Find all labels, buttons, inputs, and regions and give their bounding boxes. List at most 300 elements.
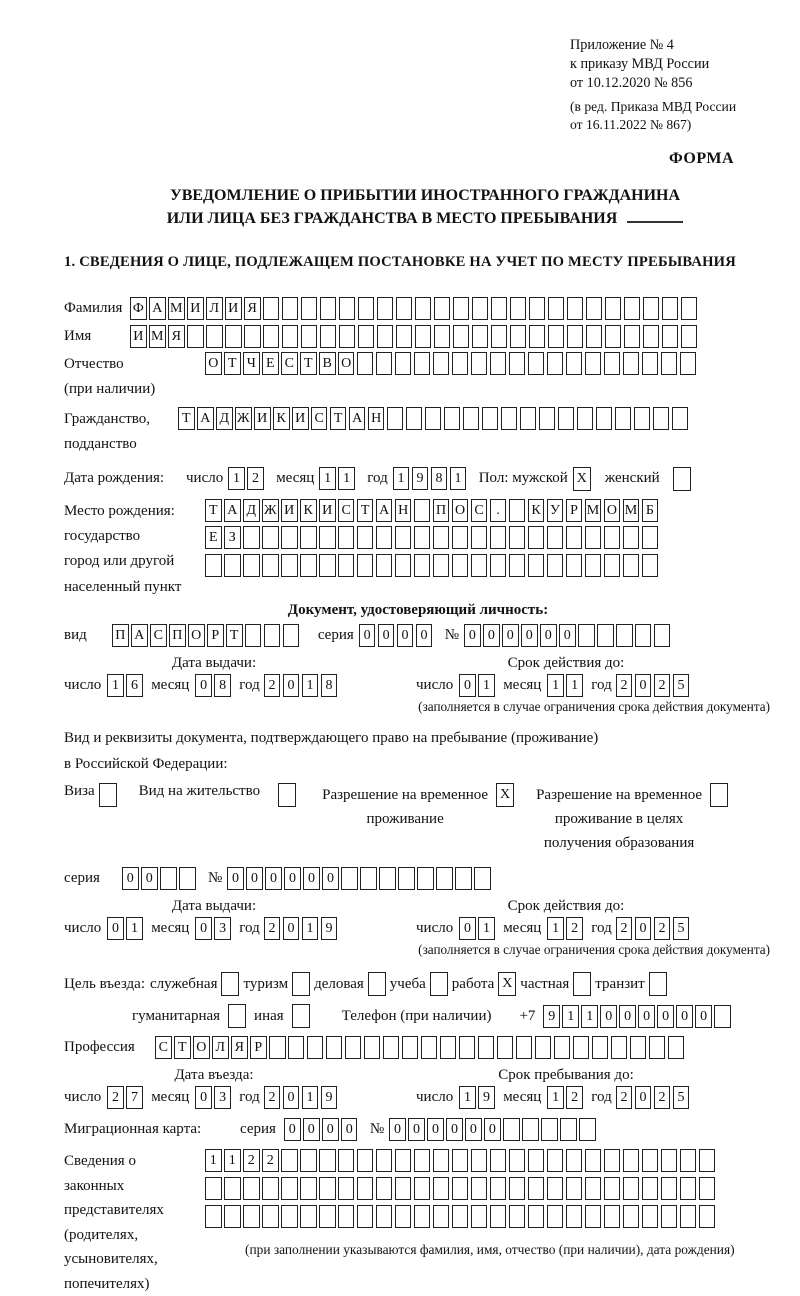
char-box[interactable] bbox=[224, 1177, 241, 1200]
char-box[interactable] bbox=[187, 325, 204, 348]
char-box[interactable] bbox=[661, 1149, 678, 1172]
char-box[interactable] bbox=[395, 1149, 412, 1172]
char-box[interactable]: 2 bbox=[566, 917, 583, 940]
char-box[interactable]: 1 bbox=[338, 467, 355, 490]
char-box[interactable] bbox=[643, 325, 660, 348]
char-box[interactable] bbox=[509, 499, 526, 522]
char-box[interactable] bbox=[414, 1205, 431, 1228]
char-box[interactable] bbox=[433, 526, 450, 549]
char-box[interactable]: 0 bbox=[521, 624, 538, 647]
char-box[interactable] bbox=[452, 1177, 469, 1200]
char-box[interactable] bbox=[281, 1205, 298, 1228]
char-box[interactable]: И bbox=[254, 407, 271, 430]
char-box[interactable] bbox=[436, 867, 453, 890]
char-box[interactable] bbox=[357, 352, 374, 375]
char-box[interactable] bbox=[680, 352, 697, 375]
char-box[interactable]: 8 bbox=[431, 467, 448, 490]
char-box[interactable]: Ф bbox=[130, 297, 147, 320]
char-box[interactable] bbox=[414, 352, 431, 375]
char-box[interactable] bbox=[357, 1205, 374, 1228]
char-box[interactable] bbox=[653, 407, 670, 430]
char-box[interactable] bbox=[604, 526, 621, 549]
char-box[interactable] bbox=[433, 352, 450, 375]
char-box[interactable] bbox=[604, 1149, 621, 1172]
char-box[interactable] bbox=[624, 297, 641, 320]
char-box[interactable] bbox=[452, 1205, 469, 1228]
char-box[interactable] bbox=[387, 407, 404, 430]
char-box[interactable] bbox=[358, 297, 375, 320]
char-box[interactable] bbox=[586, 325, 603, 348]
char-box[interactable] bbox=[541, 1118, 558, 1141]
purpose-transit-checkbox[interactable] bbox=[649, 972, 667, 996]
char-box[interactable]: 0 bbox=[195, 1086, 212, 1109]
char-box[interactable] bbox=[326, 1036, 343, 1059]
char-box[interactable] bbox=[319, 554, 336, 577]
char-box[interactable] bbox=[301, 297, 318, 320]
char-box[interactable]: И bbox=[319, 499, 336, 522]
char-box[interactable] bbox=[463, 407, 480, 430]
char-box[interactable] bbox=[604, 1177, 621, 1200]
char-box[interactable] bbox=[567, 297, 584, 320]
char-box[interactable]: 0 bbox=[265, 867, 282, 890]
char-box[interactable] bbox=[605, 325, 622, 348]
char-box[interactable]: 0 bbox=[107, 917, 124, 940]
char-box[interactable] bbox=[269, 1036, 286, 1059]
char-box[interactable]: 0 bbox=[540, 624, 557, 647]
char-box[interactable] bbox=[597, 624, 614, 647]
char-box[interactable] bbox=[300, 1149, 317, 1172]
char-box[interactable] bbox=[491, 325, 508, 348]
char-box[interactable] bbox=[376, 1177, 393, 1200]
char-box[interactable] bbox=[510, 325, 527, 348]
char-box[interactable]: У bbox=[547, 499, 564, 522]
char-box[interactable] bbox=[471, 1177, 488, 1200]
char-box[interactable]: Т bbox=[174, 1036, 191, 1059]
char-box[interactable] bbox=[503, 1118, 520, 1141]
char-box[interactable]: 0 bbox=[459, 674, 476, 697]
char-box[interactable] bbox=[160, 867, 177, 890]
char-box[interactable] bbox=[635, 624, 652, 647]
char-box[interactable] bbox=[585, 352, 602, 375]
char-box[interactable] bbox=[699, 1149, 716, 1172]
char-box[interactable] bbox=[471, 526, 488, 549]
char-box[interactable] bbox=[490, 526, 507, 549]
char-box[interactable]: И bbox=[281, 499, 298, 522]
char-box[interactable] bbox=[528, 1205, 545, 1228]
char-box[interactable]: 1 bbox=[478, 674, 495, 697]
char-box[interactable] bbox=[592, 1036, 609, 1059]
char-box[interactable]: Д bbox=[216, 407, 233, 430]
char-box[interactable]: 2 bbox=[616, 1086, 633, 1109]
char-box[interactable] bbox=[452, 526, 469, 549]
char-box[interactable]: 7 bbox=[126, 1086, 143, 1109]
char-box[interactable]: Е bbox=[205, 526, 222, 549]
char-box[interactable] bbox=[320, 297, 337, 320]
char-box[interactable] bbox=[357, 554, 374, 577]
char-box[interactable] bbox=[205, 554, 222, 577]
char-box[interactable] bbox=[661, 352, 678, 375]
char-box[interactable] bbox=[338, 1205, 355, 1228]
char-box[interactable] bbox=[414, 554, 431, 577]
char-box[interactable] bbox=[245, 624, 262, 647]
char-box[interactable] bbox=[535, 1036, 552, 1059]
char-box[interactable]: С bbox=[155, 1036, 172, 1059]
char-box[interactable] bbox=[548, 297, 565, 320]
char-box[interactable]: Е bbox=[262, 352, 279, 375]
char-box[interactable]: 1 bbox=[547, 917, 564, 940]
char-box[interactable]: 0 bbox=[195, 917, 212, 940]
char-box[interactable] bbox=[319, 1177, 336, 1200]
char-box[interactable] bbox=[205, 1205, 222, 1228]
purpose-business-checkbox[interactable] bbox=[368, 972, 386, 996]
char-box[interactable]: 0 bbox=[283, 1086, 300, 1109]
char-box[interactable] bbox=[377, 297, 394, 320]
char-box[interactable] bbox=[566, 1177, 583, 1200]
char-box[interactable] bbox=[243, 526, 260, 549]
char-box[interactable]: 0 bbox=[619, 1005, 636, 1028]
char-box[interactable] bbox=[585, 1149, 602, 1172]
char-box[interactable]: О bbox=[205, 352, 222, 375]
char-box[interactable] bbox=[345, 1036, 362, 1059]
char-box[interactable]: 1 bbox=[566, 674, 583, 697]
char-box[interactable] bbox=[395, 526, 412, 549]
char-box[interactable] bbox=[341, 867, 358, 890]
char-box[interactable] bbox=[433, 1149, 450, 1172]
char-box[interactable]: 1 bbox=[478, 917, 495, 940]
char-box[interactable] bbox=[376, 554, 393, 577]
char-box[interactable]: 0 bbox=[341, 1118, 358, 1141]
char-box[interactable]: С bbox=[471, 499, 488, 522]
char-box[interactable]: К bbox=[273, 407, 290, 430]
char-box[interactable] bbox=[699, 1177, 716, 1200]
char-box[interactable] bbox=[179, 867, 196, 890]
char-box[interactable]: И bbox=[292, 407, 309, 430]
char-box[interactable] bbox=[616, 624, 633, 647]
char-box[interactable]: 8 bbox=[321, 674, 338, 697]
char-box[interactable]: 1 bbox=[547, 674, 564, 697]
char-box[interactable] bbox=[681, 297, 698, 320]
char-box[interactable]: 5 bbox=[673, 917, 690, 940]
char-box[interactable]: К bbox=[528, 499, 545, 522]
char-box[interactable] bbox=[605, 297, 622, 320]
char-box[interactable] bbox=[417, 867, 434, 890]
char-box[interactable]: А bbox=[349, 407, 366, 430]
char-box[interactable]: Н bbox=[395, 499, 412, 522]
char-box[interactable] bbox=[376, 1149, 393, 1172]
char-box[interactable] bbox=[360, 867, 377, 890]
char-box[interactable] bbox=[453, 297, 470, 320]
char-box[interactable] bbox=[434, 325, 451, 348]
char-box[interactable]: 0 bbox=[635, 917, 652, 940]
char-box[interactable]: К bbox=[300, 499, 317, 522]
char-box[interactable] bbox=[338, 1177, 355, 1200]
char-box[interactable]: 0 bbox=[464, 624, 481, 647]
char-box[interactable]: И bbox=[225, 297, 242, 320]
char-box[interactable]: 0 bbox=[322, 1118, 339, 1141]
char-box[interactable] bbox=[596, 407, 613, 430]
temp-residence-edu-checkbox[interactable] bbox=[710, 783, 728, 807]
char-box[interactable]: Я bbox=[168, 325, 185, 348]
char-box[interactable]: 0 bbox=[397, 624, 414, 647]
char-box[interactable] bbox=[510, 297, 527, 320]
char-box[interactable]: 1 bbox=[562, 1005, 579, 1028]
char-box[interactable] bbox=[528, 554, 545, 577]
char-box[interactable] bbox=[547, 1177, 564, 1200]
char-box[interactable]: Т bbox=[226, 624, 243, 647]
char-box[interactable] bbox=[662, 297, 679, 320]
char-box[interactable]: С bbox=[338, 499, 355, 522]
char-box[interactable] bbox=[339, 325, 356, 348]
char-box[interactable] bbox=[560, 1118, 577, 1141]
char-box[interactable]: 0 bbox=[389, 1118, 406, 1141]
char-box[interactable] bbox=[357, 526, 374, 549]
char-box[interactable]: В bbox=[319, 352, 336, 375]
char-box[interactable] bbox=[509, 1149, 526, 1172]
char-box[interactable] bbox=[472, 325, 489, 348]
char-box[interactable] bbox=[263, 325, 280, 348]
char-box[interactable]: 9 bbox=[321, 917, 338, 940]
char-box[interactable] bbox=[300, 1205, 317, 1228]
char-box[interactable] bbox=[243, 1177, 260, 1200]
char-box[interactable] bbox=[529, 297, 546, 320]
char-box[interactable] bbox=[264, 624, 281, 647]
char-box[interactable] bbox=[338, 554, 355, 577]
char-box[interactable]: Я bbox=[244, 297, 261, 320]
char-box[interactable]: 0 bbox=[227, 867, 244, 890]
char-box[interactable] bbox=[547, 526, 564, 549]
char-box[interactable] bbox=[452, 1149, 469, 1172]
char-box[interactable]: Я bbox=[231, 1036, 248, 1059]
char-box[interactable]: О bbox=[604, 499, 621, 522]
char-box[interactable]: 1 bbox=[547, 1086, 564, 1109]
char-box[interactable]: 0 bbox=[378, 624, 395, 647]
char-box[interactable] bbox=[642, 352, 659, 375]
char-box[interactable] bbox=[455, 867, 472, 890]
char-box[interactable] bbox=[459, 1036, 476, 1059]
temp-residence-checkbox[interactable]: X bbox=[496, 783, 514, 807]
char-box[interactable] bbox=[624, 325, 641, 348]
char-box[interactable] bbox=[643, 297, 660, 320]
char-box[interactable] bbox=[358, 325, 375, 348]
char-box[interactable]: 2 bbox=[654, 674, 671, 697]
char-box[interactable]: 0 bbox=[635, 674, 652, 697]
char-box[interactable]: Л bbox=[212, 1036, 229, 1059]
char-box[interactable] bbox=[243, 554, 260, 577]
char-box[interactable]: Т bbox=[357, 499, 374, 522]
char-box[interactable]: А bbox=[131, 624, 148, 647]
char-box[interactable]: 1 bbox=[228, 467, 245, 490]
char-box[interactable]: 0 bbox=[695, 1005, 712, 1028]
char-box[interactable] bbox=[623, 1205, 640, 1228]
char-box[interactable] bbox=[440, 1036, 457, 1059]
char-box[interactable]: 0 bbox=[359, 624, 376, 647]
char-box[interactable] bbox=[414, 1177, 431, 1200]
char-box[interactable]: 0 bbox=[283, 674, 300, 697]
char-box[interactable]: 5 bbox=[673, 674, 690, 697]
char-box[interactable]: 0 bbox=[483, 624, 500, 647]
char-box[interactable] bbox=[661, 1177, 678, 1200]
char-box[interactable]: 0 bbox=[465, 1118, 482, 1141]
char-box[interactable] bbox=[402, 1036, 419, 1059]
char-box[interactable] bbox=[474, 867, 491, 890]
char-box[interactable]: Т bbox=[224, 352, 241, 375]
char-box[interactable] bbox=[539, 407, 556, 430]
char-box[interactable] bbox=[452, 352, 469, 375]
char-box[interactable] bbox=[548, 325, 565, 348]
char-box[interactable]: 8 bbox=[214, 674, 231, 697]
char-box[interactable]: О bbox=[193, 1036, 210, 1059]
char-box[interactable]: М bbox=[585, 499, 602, 522]
char-box[interactable]: С bbox=[150, 624, 167, 647]
char-box[interactable] bbox=[339, 297, 356, 320]
char-box[interactable] bbox=[566, 554, 583, 577]
char-box[interactable]: Л bbox=[206, 297, 223, 320]
char-box[interactable] bbox=[490, 352, 507, 375]
char-box[interactable] bbox=[433, 1177, 450, 1200]
visa-checkbox[interactable] bbox=[99, 783, 117, 807]
char-box[interactable] bbox=[395, 1177, 412, 1200]
char-box[interactable] bbox=[453, 325, 470, 348]
char-box[interactable] bbox=[509, 352, 526, 375]
purpose-private-checkbox[interactable] bbox=[573, 972, 591, 996]
char-box[interactable] bbox=[471, 1205, 488, 1228]
char-box[interactable] bbox=[497, 1036, 514, 1059]
char-box[interactable]: Б bbox=[642, 499, 659, 522]
char-box[interactable]: 0 bbox=[446, 1118, 463, 1141]
char-box[interactable] bbox=[471, 1149, 488, 1172]
char-box[interactable]: 2 bbox=[107, 1086, 124, 1109]
char-box[interactable] bbox=[509, 1177, 526, 1200]
purpose-humanitarian-checkbox[interactable] bbox=[228, 1004, 246, 1028]
char-box[interactable] bbox=[604, 352, 621, 375]
char-box[interactable] bbox=[338, 1149, 355, 1172]
char-box[interactable] bbox=[319, 1149, 336, 1172]
char-box[interactable]: 1 bbox=[302, 1086, 319, 1109]
char-box[interactable] bbox=[377, 325, 394, 348]
char-box[interactable]: 2 bbox=[264, 1086, 281, 1109]
char-box[interactable]: 0 bbox=[322, 867, 339, 890]
char-box[interactable]: Ж bbox=[235, 407, 252, 430]
char-box[interactable]: 0 bbox=[246, 867, 263, 890]
char-box[interactable] bbox=[585, 1205, 602, 1228]
char-box[interactable]: 2 bbox=[247, 467, 264, 490]
char-box[interactable] bbox=[281, 1177, 298, 1200]
char-box[interactable]: О bbox=[452, 499, 469, 522]
purpose-work-checkbox[interactable]: X bbox=[498, 972, 516, 996]
char-box[interactable]: 0 bbox=[559, 624, 576, 647]
char-box[interactable]: 1 bbox=[459, 1086, 476, 1109]
char-box[interactable] bbox=[379, 867, 396, 890]
char-box[interactable] bbox=[642, 554, 659, 577]
char-box[interactable] bbox=[444, 407, 461, 430]
char-box[interactable]: А bbox=[376, 499, 393, 522]
char-box[interactable]: 0 bbox=[195, 674, 212, 697]
char-box[interactable]: 0 bbox=[303, 1118, 320, 1141]
char-box[interactable]: Р bbox=[566, 499, 583, 522]
char-box[interactable] bbox=[357, 1149, 374, 1172]
char-box[interactable]: 1 bbox=[393, 467, 410, 490]
char-box[interactable]: А bbox=[224, 499, 241, 522]
char-box[interactable] bbox=[585, 526, 602, 549]
char-box[interactable] bbox=[262, 554, 279, 577]
char-box[interactable] bbox=[681, 325, 698, 348]
char-box[interactable] bbox=[509, 1205, 526, 1228]
char-box[interactable]: 0 bbox=[657, 1005, 674, 1028]
char-box[interactable] bbox=[263, 297, 280, 320]
char-box[interactable]: 0 bbox=[676, 1005, 693, 1028]
char-box[interactable]: 2 bbox=[262, 1149, 279, 1172]
char-box[interactable] bbox=[478, 1036, 495, 1059]
char-box[interactable] bbox=[206, 325, 223, 348]
char-box[interactable] bbox=[281, 526, 298, 549]
char-box[interactable] bbox=[244, 325, 261, 348]
char-box[interactable] bbox=[528, 1177, 545, 1200]
char-box[interactable] bbox=[376, 1205, 393, 1228]
char-box[interactable]: М bbox=[168, 297, 185, 320]
char-box[interactable]: Ж bbox=[262, 499, 279, 522]
char-box[interactable]: Ч bbox=[243, 352, 260, 375]
char-box[interactable] bbox=[414, 1149, 431, 1172]
char-box[interactable]: З bbox=[224, 526, 241, 549]
char-box[interactable] bbox=[421, 1036, 438, 1059]
char-box[interactable] bbox=[604, 554, 621, 577]
purpose-tourism-checkbox[interactable] bbox=[292, 972, 310, 996]
char-box[interactable] bbox=[301, 325, 318, 348]
char-box[interactable]: С bbox=[281, 352, 298, 375]
char-box[interactable]: 9 bbox=[412, 467, 429, 490]
char-box[interactable] bbox=[578, 624, 595, 647]
char-box[interactable]: П bbox=[433, 499, 450, 522]
char-box[interactable] bbox=[364, 1036, 381, 1059]
char-box[interactable] bbox=[579, 1118, 596, 1141]
char-box[interactable]: 0 bbox=[122, 867, 139, 890]
char-box[interactable]: 6 bbox=[126, 674, 143, 697]
char-box[interactable] bbox=[509, 554, 526, 577]
char-box[interactable]: А bbox=[197, 407, 214, 430]
char-box[interactable] bbox=[672, 407, 689, 430]
char-box[interactable] bbox=[586, 297, 603, 320]
char-box[interactable] bbox=[376, 352, 393, 375]
char-box[interactable] bbox=[630, 1036, 647, 1059]
char-box[interactable]: 1 bbox=[224, 1149, 241, 1172]
char-box[interactable]: 9 bbox=[543, 1005, 560, 1028]
char-box[interactable] bbox=[558, 407, 575, 430]
char-box[interactable] bbox=[490, 1177, 507, 1200]
char-box[interactable] bbox=[415, 325, 432, 348]
char-box[interactable] bbox=[452, 554, 469, 577]
char-box[interactable]: А bbox=[149, 297, 166, 320]
char-box[interactable]: Т bbox=[300, 352, 317, 375]
char-box[interactable]: 2 bbox=[616, 917, 633, 940]
char-box[interactable] bbox=[547, 1149, 564, 1172]
char-box[interactable] bbox=[395, 554, 412, 577]
char-box[interactable] bbox=[522, 1118, 539, 1141]
char-box[interactable]: 9 bbox=[478, 1086, 495, 1109]
char-box[interactable] bbox=[654, 624, 671, 647]
char-box[interactable] bbox=[642, 1149, 659, 1172]
char-box[interactable]: 1 bbox=[205, 1149, 222, 1172]
char-box[interactable] bbox=[319, 526, 336, 549]
char-box[interactable] bbox=[376, 526, 393, 549]
char-box[interactable]: Т bbox=[330, 407, 347, 430]
char-box[interactable] bbox=[520, 407, 537, 430]
char-box[interactable] bbox=[283, 624, 300, 647]
char-box[interactable] bbox=[471, 554, 488, 577]
char-box[interactable] bbox=[307, 1036, 324, 1059]
char-box[interactable] bbox=[414, 499, 431, 522]
char-box[interactable]: 0 bbox=[600, 1005, 617, 1028]
char-box[interactable]: Р bbox=[207, 624, 224, 647]
